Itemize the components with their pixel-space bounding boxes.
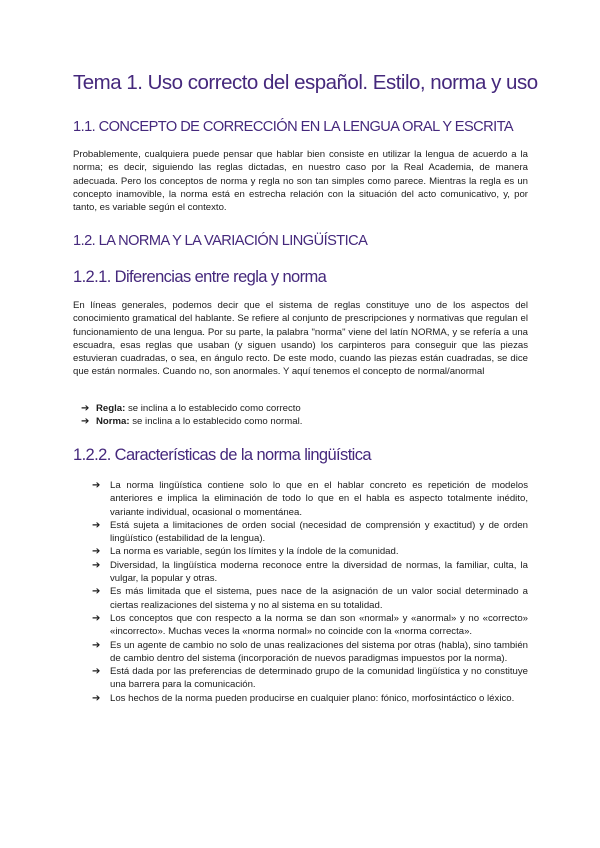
list-item-text: Es un agente de cambio no solo de unas realizaciones del sistema por otras (habla), sino también de cambio dentro del sistema (incorporación de nuevos paradigmas impuestos por la norma). [110, 639, 528, 664]
list-item [73, 402, 533, 415]
list-item-text: Está dada por las preferencias de determinado grupo de la comunidad lingüística y no constituye una barrera para la comunicación. [110, 666, 528, 691]
arrow-right-icon: ➔ [92, 639, 101, 651]
list-item [73, 479, 528, 519]
section-heading-1-2-2: 1.2.2. Características de la norma lingüística [73, 446, 371, 464]
list-item [73, 692, 528, 705]
arrow-right-icon: ➔ [92, 666, 101, 678]
arrow-right-icon: ➔ [92, 546, 101, 558]
arrow-right-icon: ➔ [92, 559, 101, 571]
list-item [73, 415, 533, 428]
arrow-right-icon: ➔ [92, 612, 101, 624]
section-heading-1-1: 1.1. CONCEPTO DE CORRECCIÓN EN LA LENGUA ORAL Y ESCRITA [73, 119, 514, 135]
list-item-text: La norma es variable, según los límites y la índole de la comunidad. [110, 546, 399, 558]
section-1-1-paragraph: Probablemente, cualquiera puede pensar que hablar bien consiste en utilizar la lengua de acuerdo a la norma; es decir, siguiendo las reglas dictadas, en nuestro caso por la Real Academia, de manera adecuada. Pero los conceptos de norma y regla no son tan simples como parece. Mientras la regla es un concepto inamovible, la norma está en estrecha relación con la situación del acto comunicativo, y, por tanto, es variable según el contexto. [73, 149, 528, 214]
list-item [73, 585, 528, 612]
list-item [73, 665, 528, 692]
list-item [73, 559, 528, 586]
arrow-right-icon: ➔ [92, 586, 101, 598]
section-1-2-1-paragraph: En líneas generales, podemos decir que el sistema de reglas constituye uno de los aspectos del conocimiento gramatical del hablante. Se refiere al conjunto de prescripciones y normativas que regulan el funcionamiento de una lengua. Por su parte, la palabra "norma" viene del latín NORMA, y se refería a una escuadra, esas reglas que usaban (y siguen usando) los carpinteros para conseguir que las piezas estuvieran cuadradas, o sea, en ángulo recto. De este modo, cuando las piezas están cuadradas, se dice que están normales. Cuando no, son anormales. Y aquí tenemos el concepto de normal/anormal [73, 300, 528, 378]
list-item-text: Diversidad, la lingüística moderna reconoce entre la diversidad de normas, la familiar, culta, la vulgar, la popular y otras. [110, 559, 528, 585]
list-item-term: Regla: [96, 403, 126, 414]
list-item-text: Es más limitada que el sistema, pues nace de la asignación de un valor social determinado a ciertas realizaciones del sistema y no al sistema en su totalidad. [110, 586, 528, 611]
document-title: Tema 1. Uso correcto del español. Estilo, norma y uso [73, 71, 538, 94]
arrow-right-icon: ➔ [92, 519, 101, 531]
section-heading-1-2: 1.2. LA NORMA Y LA VARIACIÓN LINGÜÍSTICA [73, 233, 368, 249]
arrow-right-icon: ➔ [92, 692, 101, 704]
list-item-text: se inclina a lo establecido como correcto [125, 403, 301, 414]
rule-vs-norm-list [73, 402, 533, 429]
list-item-text: La norma lingüística contiene solo lo que en el hablar concreto es repetición de modelos anteriores e implica la eliminación de todo lo que en el habla es aspecto totalmente inédito, variante individual, ocasional o momentánea. [110, 480, 528, 518]
list-item-text: Los hechos de la norma pueden producirse en cualquier plano: fónico, morfosintáctico o léxico. [110, 692, 515, 704]
section-heading-1-2-1: 1.2.1. Diferencias entre regla y norma [73, 268, 327, 286]
arrow-right-icon: ➔ [92, 480, 101, 491]
list-item [73, 639, 528, 666]
list-item-text: Está sujeta a limitaciones de orden social (necesidad de comprensión y exactitud) y de orden lingüístico (estabilidad de la lengua). [110, 519, 528, 545]
list-item [73, 519, 528, 546]
list-item [73, 545, 528, 558]
arrow-right-icon: ➔ [81, 403, 90, 414]
arrow-right-icon: ➔ [81, 416, 90, 428]
list-item-term: Norma: [96, 416, 130, 428]
list-item-text: se inclina a lo establecido como normal. [129, 416, 303, 428]
norm-characteristics-list [73, 479, 528, 705]
list-item-text: Los conceptos que con respecto a la norma se dan son «normal» y «anormal» y no «correcto» «incorrecto». Muchas veces la «norma normal» no coincide con la «norma correcta». [110, 612, 528, 638]
list-item [73, 612, 528, 639]
